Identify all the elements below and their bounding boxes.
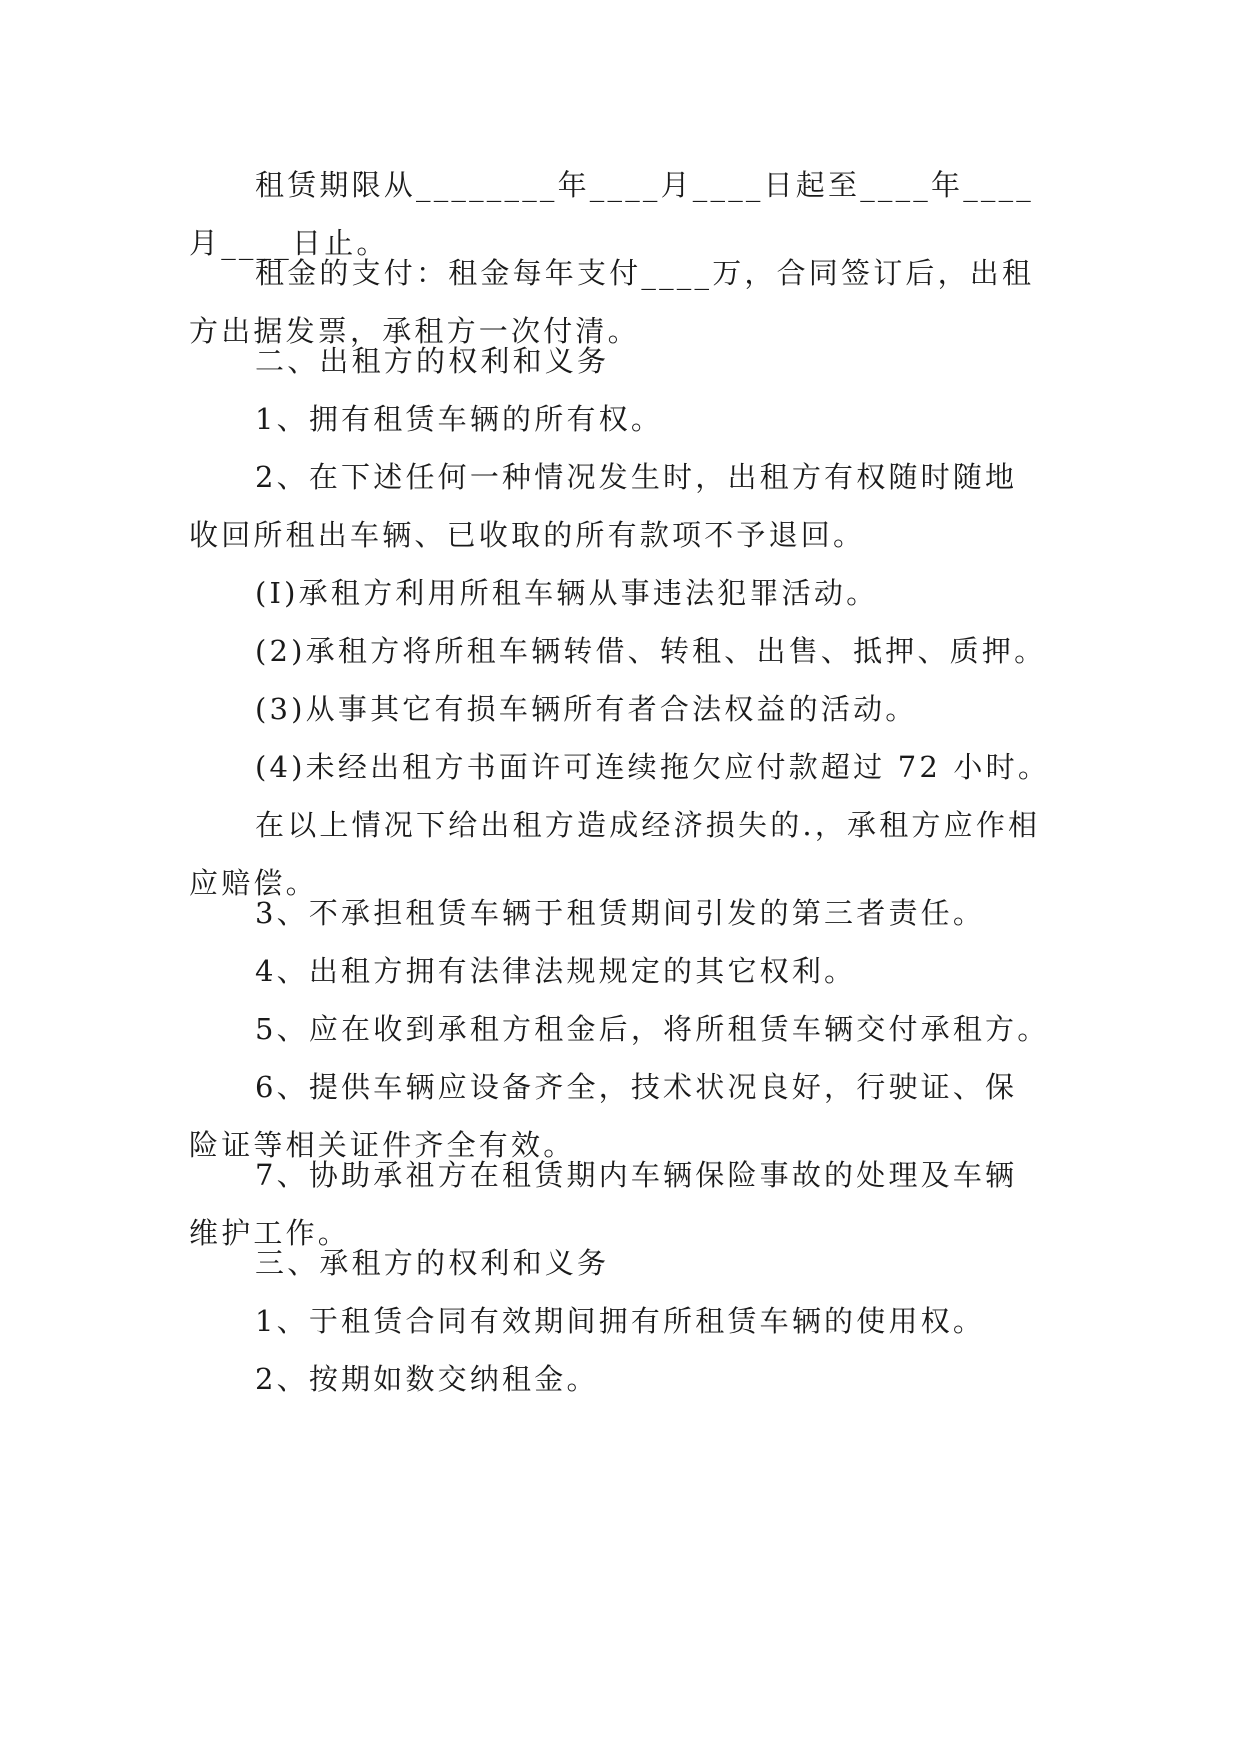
paragraph-case-1: (I)承租方利用所租车辆从事违法犯罪活动。 bbox=[255, 576, 879, 610]
paragraph-case-3: (3)从事其它有损车辆所有者合法权益的活动。 bbox=[255, 692, 918, 726]
paragraph-lessee-1: 1、于租赁合同有效期间拥有所租赁车辆的使用权。 bbox=[255, 1304, 986, 1338]
paragraph-rent-payment: 租金的支付：租金每年支付____万，合同签订后，出租方出据发票，承租方一次付清。 bbox=[189, 256, 1035, 348]
paragraph-lessor-5: 5、应在收到承租方租金后，将所租赁车辆交付承租方。 bbox=[255, 1012, 1050, 1046]
paragraph-lessor-4: 4、出租方拥有法律法规规定的其它权利。 bbox=[255, 954, 857, 988]
paragraph-case-4: (4)未经出租方书面许可连续拖欠应付款超过 72 小时。 bbox=[255, 750, 1051, 784]
paragraph-lessor-3: 3、不承担租赁车辆于租赁期间引发的第三者责任。 bbox=[255, 896, 986, 930]
section-heading-lessee: 三、承租方的权利和义务 bbox=[255, 1246, 610, 1280]
paragraph-compensation: 在以上情况下给出租方造成经济损失的.，承租方应作相应赔偿。 bbox=[189, 808, 1041, 900]
paragraph-lessor-7: 7、协助承祖方在租赁期内车辆保险事故的处理及车辆维护工作。 bbox=[189, 1158, 1018, 1250]
paragraph-lessee-2: 2、按期如数交纳租金。 bbox=[255, 1362, 599, 1396]
paragraph-lease-term: 租赁期限从________年____月____日起至____年____月____日止。 bbox=[189, 168, 1035, 260]
paragraph-case-2: (2)承租方将所租车辆转借、转租、出售、抵押、质押。 bbox=[255, 634, 1047, 668]
paragraph-lessor-2: 2、在下述任何一种情况发生时，出租方有权随时随地收回所租出车辆、已收取的所有款项不予退回。 bbox=[189, 460, 1018, 552]
paragraph-lessor-1: 1、拥有租赁车辆的所有权。 bbox=[255, 402, 664, 436]
section-heading-lessor: 二、出租方的权利和义务 bbox=[255, 344, 610, 378]
paragraph-lessor-6: 6、提供车辆应设备齐全，技术状况良好，行驶证、保险证等相关证件齐全有效。 bbox=[189, 1070, 1018, 1162]
